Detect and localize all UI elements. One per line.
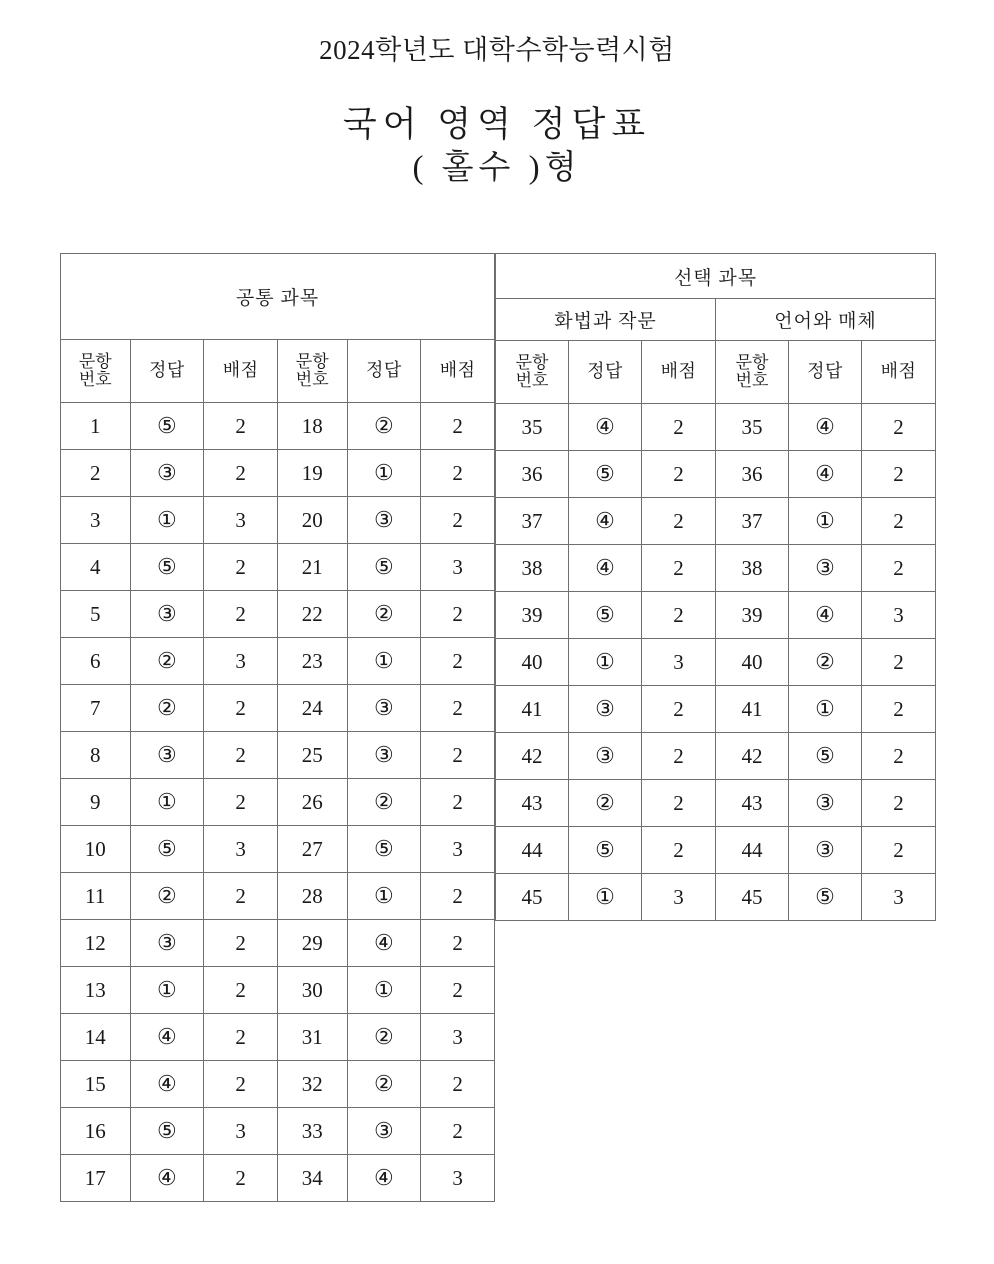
cell-answer: ① <box>130 779 204 826</box>
cell-points: 3 <box>204 826 278 873</box>
cell-answer: ④ <box>569 545 642 592</box>
table-row <box>496 780 936 827</box>
cell-points: 2 <box>862 686 936 733</box>
cell-points: 2 <box>421 591 495 638</box>
cell-question-no: 41 <box>716 686 789 733</box>
cell-question-no: 18 <box>277 403 347 450</box>
colheader-question-no-line1: 문항 <box>515 352 549 372</box>
cell-points: 3 <box>642 639 716 686</box>
colheader-question-no <box>496 341 569 404</box>
cell-answer: ③ <box>789 545 862 592</box>
elective-subject-table <box>495 253 936 921</box>
cell-question-no: 37 <box>716 498 789 545</box>
group-header-common: 공통 과목 <box>61 254 495 340</box>
cell-question-no: 17 <box>61 1155 131 1202</box>
cell-question-no: 45 <box>716 874 789 921</box>
cell-points: 2 <box>204 403 278 450</box>
cell-answer: ① <box>130 967 204 1014</box>
cell-question-no: 33 <box>277 1108 347 1155</box>
cell-answer: ③ <box>130 732 204 779</box>
cell-points: 2 <box>204 779 278 826</box>
cell-question-no: 35 <box>496 404 569 451</box>
cell-question-no: 23 <box>277 638 347 685</box>
table-row <box>61 826 495 873</box>
cell-question-no: 41 <box>496 686 569 733</box>
cell-question-no: 4 <box>61 544 131 591</box>
cell-answer: ② <box>347 1014 421 1061</box>
cell-answer: ① <box>347 638 421 685</box>
colheader-points: 배점 <box>204 340 278 403</box>
cell-points: 2 <box>862 639 936 686</box>
cell-question-no: 42 <box>496 733 569 780</box>
cell-points: 3 <box>204 1108 278 1155</box>
cell-answer: ① <box>130 497 204 544</box>
cell-points: 2 <box>421 920 495 967</box>
cell-question-no: 2 <box>61 450 131 497</box>
cell-question-no: 11 <box>61 873 131 920</box>
table-row <box>61 638 495 685</box>
cell-points: 2 <box>421 497 495 544</box>
cell-answer: ② <box>347 403 421 450</box>
cell-answer: ③ <box>130 920 204 967</box>
cell-question-no: 43 <box>496 780 569 827</box>
cell-answer: ⑤ <box>789 733 862 780</box>
cell-points: 2 <box>204 544 278 591</box>
cell-points: 3 <box>421 826 495 873</box>
cell-answer: ⑤ <box>130 826 204 873</box>
table-row <box>496 686 936 733</box>
table-row <box>61 450 495 497</box>
cell-question-no: 34 <box>277 1155 347 1202</box>
cell-question-no: 3 <box>61 497 131 544</box>
cell-question-no: 6 <box>61 638 131 685</box>
cell-answer: ① <box>789 498 862 545</box>
table-row <box>61 1061 495 1108</box>
cell-question-no: 36 <box>496 451 569 498</box>
table-row <box>61 1108 495 1155</box>
cell-question-no: 22 <box>277 591 347 638</box>
table-row <box>496 404 936 451</box>
exam-year-title: 2024학년도 대학수학능력시험 <box>319 35 675 65</box>
table-row <box>496 592 936 639</box>
cell-answer: ④ <box>130 1014 204 1061</box>
cell-answer: ③ <box>789 780 862 827</box>
cell-points: 2 <box>642 733 716 780</box>
cell-points: 2 <box>204 591 278 638</box>
cell-question-no: 1 <box>61 403 131 450</box>
cell-answer: ③ <box>130 591 204 638</box>
cell-question-no: 40 <box>716 639 789 686</box>
cell-answer: ④ <box>130 1155 204 1202</box>
cell-question-no: 29 <box>277 920 347 967</box>
cell-question-no: 5 <box>61 591 131 638</box>
cell-points: 2 <box>642 592 716 639</box>
cell-points: 2 <box>642 498 716 545</box>
cell-question-no: 21 <box>277 544 347 591</box>
cell-points: 3 <box>204 497 278 544</box>
cell-question-no: 28 <box>277 873 347 920</box>
colheader-question-no-line1: 문항 <box>735 352 769 372</box>
cell-answer: ③ <box>789 827 862 874</box>
cell-points: 2 <box>421 967 495 1014</box>
cell-points: 2 <box>421 450 495 497</box>
cell-answer: ② <box>347 591 421 638</box>
cell-points: 2 <box>421 1061 495 1108</box>
colheader-question-no-line1: 문항 <box>78 351 112 371</box>
cell-question-no: 25 <box>277 732 347 779</box>
cell-question-no: 10 <box>61 826 131 873</box>
cell-points: 2 <box>862 451 936 498</box>
cell-points: 2 <box>204 1061 278 1108</box>
cell-answer: ③ <box>569 686 642 733</box>
cell-question-no: 31 <box>277 1014 347 1061</box>
cell-answer: ⑤ <box>569 592 642 639</box>
group-header-elective: 선택 과목 <box>496 254 936 299</box>
cell-question-no: 37 <box>496 498 569 545</box>
cell-answer: ⑤ <box>130 544 204 591</box>
cell-points: 2 <box>642 404 716 451</box>
cell-points: 2 <box>204 967 278 1014</box>
cell-points: 2 <box>862 733 936 780</box>
table-row <box>61 497 495 544</box>
cell-answer: ⑤ <box>569 451 642 498</box>
cell-answer: ⑤ <box>347 826 421 873</box>
cell-points: 2 <box>642 545 716 592</box>
cell-question-no: 39 <box>716 592 789 639</box>
cell-points: 2 <box>204 1155 278 1202</box>
cell-answer: ⑤ <box>347 544 421 591</box>
cell-question-no: 7 <box>61 685 131 732</box>
cell-points: 2 <box>204 685 278 732</box>
table-row <box>496 498 936 545</box>
cell-points: 2 <box>421 638 495 685</box>
colheader-question-no-line1: 문항 <box>295 351 329 371</box>
cell-answer: ⑤ <box>569 827 642 874</box>
cell-question-no: 16 <box>61 1108 131 1155</box>
cell-answer: ④ <box>347 920 421 967</box>
cell-points: 2 <box>862 404 936 451</box>
table-row <box>496 545 936 592</box>
cell-question-no: 42 <box>716 733 789 780</box>
cell-answer: ③ <box>347 497 421 544</box>
cell-points: 3 <box>862 874 936 921</box>
cell-answer: ① <box>569 874 642 921</box>
table-row <box>61 873 495 920</box>
cell-answer: ③ <box>347 685 421 732</box>
cell-answer: ③ <box>130 450 204 497</box>
cell-points: 2 <box>204 450 278 497</box>
cell-points: 2 <box>421 685 495 732</box>
cell-answer: ② <box>347 779 421 826</box>
cell-question-no: 35 <box>716 404 789 451</box>
table-row <box>61 1014 495 1061</box>
cell-points: 2 <box>421 779 495 826</box>
cell-answer: ④ <box>569 498 642 545</box>
cell-question-no: 9 <box>61 779 131 826</box>
cell-answer: ④ <box>789 451 862 498</box>
cell-points: 2 <box>204 732 278 779</box>
colheader-question-no <box>61 340 131 403</box>
cell-question-no: 19 <box>277 450 347 497</box>
page-title: 국어 영역 정답표 <box>342 104 652 144</box>
colheader-points: 배점 <box>862 341 936 404</box>
cell-question-no: 43 <box>716 780 789 827</box>
table-row <box>61 403 495 450</box>
cell-points: 3 <box>204 638 278 685</box>
cell-points: 3 <box>421 1014 495 1061</box>
cell-answer: ④ <box>789 592 862 639</box>
title-block <box>0 0 994 189</box>
colheader-question-no-line2: 번호 <box>735 371 769 390</box>
colheader-answer: 정답 <box>569 341 642 404</box>
common-subject-rows <box>61 403 495 1202</box>
cell-answer: ② <box>347 1061 421 1108</box>
cell-question-no: 45 <box>496 874 569 921</box>
cell-answer: ④ <box>347 1155 421 1202</box>
cell-answer: ① <box>789 686 862 733</box>
cell-question-no: 15 <box>61 1061 131 1108</box>
colheader-question-no <box>277 340 347 403</box>
cell-question-no: 13 <box>61 967 131 1014</box>
cell-question-no: 38 <box>496 545 569 592</box>
colheader-question-no-line2: 번호 <box>295 370 329 389</box>
colheader-question-no <box>716 341 789 404</box>
table-row <box>61 967 495 1014</box>
colheader-points: 배점 <box>421 340 495 403</box>
cell-points: 2 <box>204 1014 278 1061</box>
cell-answer: ① <box>347 450 421 497</box>
cell-question-no: 20 <box>277 497 347 544</box>
colheader-answer: 정답 <box>130 340 204 403</box>
cell-question-no: 36 <box>716 451 789 498</box>
cell-points: 3 <box>421 1155 495 1202</box>
cell-question-no: 44 <box>496 827 569 874</box>
cell-answer: ② <box>130 873 204 920</box>
cell-question-no: 27 <box>277 826 347 873</box>
cell-question-no: 8 <box>61 732 131 779</box>
cell-points: 2 <box>421 873 495 920</box>
cell-question-no: 12 <box>61 920 131 967</box>
cell-points: 2 <box>204 920 278 967</box>
table-row <box>496 451 936 498</box>
cell-answer: ② <box>130 685 204 732</box>
cell-question-no: 44 <box>716 827 789 874</box>
table-row <box>61 732 495 779</box>
cell-answer: ④ <box>569 404 642 451</box>
cell-points: 2 <box>421 403 495 450</box>
answer-key-tables <box>60 253 935 1215</box>
table-row <box>61 920 495 967</box>
cell-question-no: 32 <box>277 1061 347 1108</box>
cell-answer: ① <box>569 639 642 686</box>
cell-answer: ② <box>569 780 642 827</box>
subject-header-speech-writing: 화법과 작문 <box>496 299 716 341</box>
table-row <box>61 591 495 638</box>
cell-question-no: 24 <box>277 685 347 732</box>
table-row <box>496 827 936 874</box>
elective-subject-rows <box>496 404 936 921</box>
cell-question-no: 40 <box>496 639 569 686</box>
cell-points: 2 <box>642 827 716 874</box>
cell-points: 2 <box>204 873 278 920</box>
colheader-answer: 정답 <box>789 341 862 404</box>
cell-points: 2 <box>862 780 936 827</box>
cell-points: 3 <box>862 592 936 639</box>
table-row <box>61 779 495 826</box>
common-subject-table <box>60 253 495 1202</box>
cell-answer: ④ <box>130 1061 204 1108</box>
cell-answer: ③ <box>569 733 642 780</box>
cell-points: 2 <box>642 451 716 498</box>
cell-question-no: 14 <box>61 1014 131 1061</box>
cell-answer: ① <box>347 873 421 920</box>
cell-answer: ⑤ <box>130 403 204 450</box>
cell-answer: ② <box>130 638 204 685</box>
cell-points: 2 <box>862 545 936 592</box>
cell-points: 3 <box>642 874 716 921</box>
colheader-question-no-line2: 번호 <box>78 370 112 389</box>
cell-answer: ④ <box>789 404 862 451</box>
cell-points: 2 <box>421 732 495 779</box>
table-row <box>61 544 495 591</box>
cell-points: 2 <box>642 686 716 733</box>
cell-answer: ① <box>347 967 421 1014</box>
cell-points: 3 <box>421 544 495 591</box>
table-row <box>496 733 936 780</box>
form-type-title: ( 홀수 )형 <box>412 150 582 187</box>
cell-question-no: 39 <box>496 592 569 639</box>
cell-question-no: 38 <box>716 545 789 592</box>
cell-answer: ② <box>789 639 862 686</box>
cell-answer: ⑤ <box>130 1108 204 1155</box>
colheader-points: 배점 <box>642 341 716 404</box>
cell-points: 2 <box>642 780 716 827</box>
subject-header-language-media: 언어와 매체 <box>716 299 936 341</box>
cell-question-no: 26 <box>277 779 347 826</box>
cell-answer: ③ <box>347 732 421 779</box>
table-row <box>496 639 936 686</box>
cell-answer: ⑤ <box>789 874 862 921</box>
colheader-answer: 정답 <box>347 340 421 403</box>
table-row <box>61 685 495 732</box>
cell-points: 2 <box>421 1108 495 1155</box>
colheader-question-no-line2: 번호 <box>515 371 549 390</box>
cell-points: 2 <box>862 827 936 874</box>
table-row <box>61 1155 495 1202</box>
cell-answer: ③ <box>347 1108 421 1155</box>
table-row <box>496 874 936 921</box>
cell-question-no: 30 <box>277 967 347 1014</box>
cell-points: 2 <box>862 498 936 545</box>
